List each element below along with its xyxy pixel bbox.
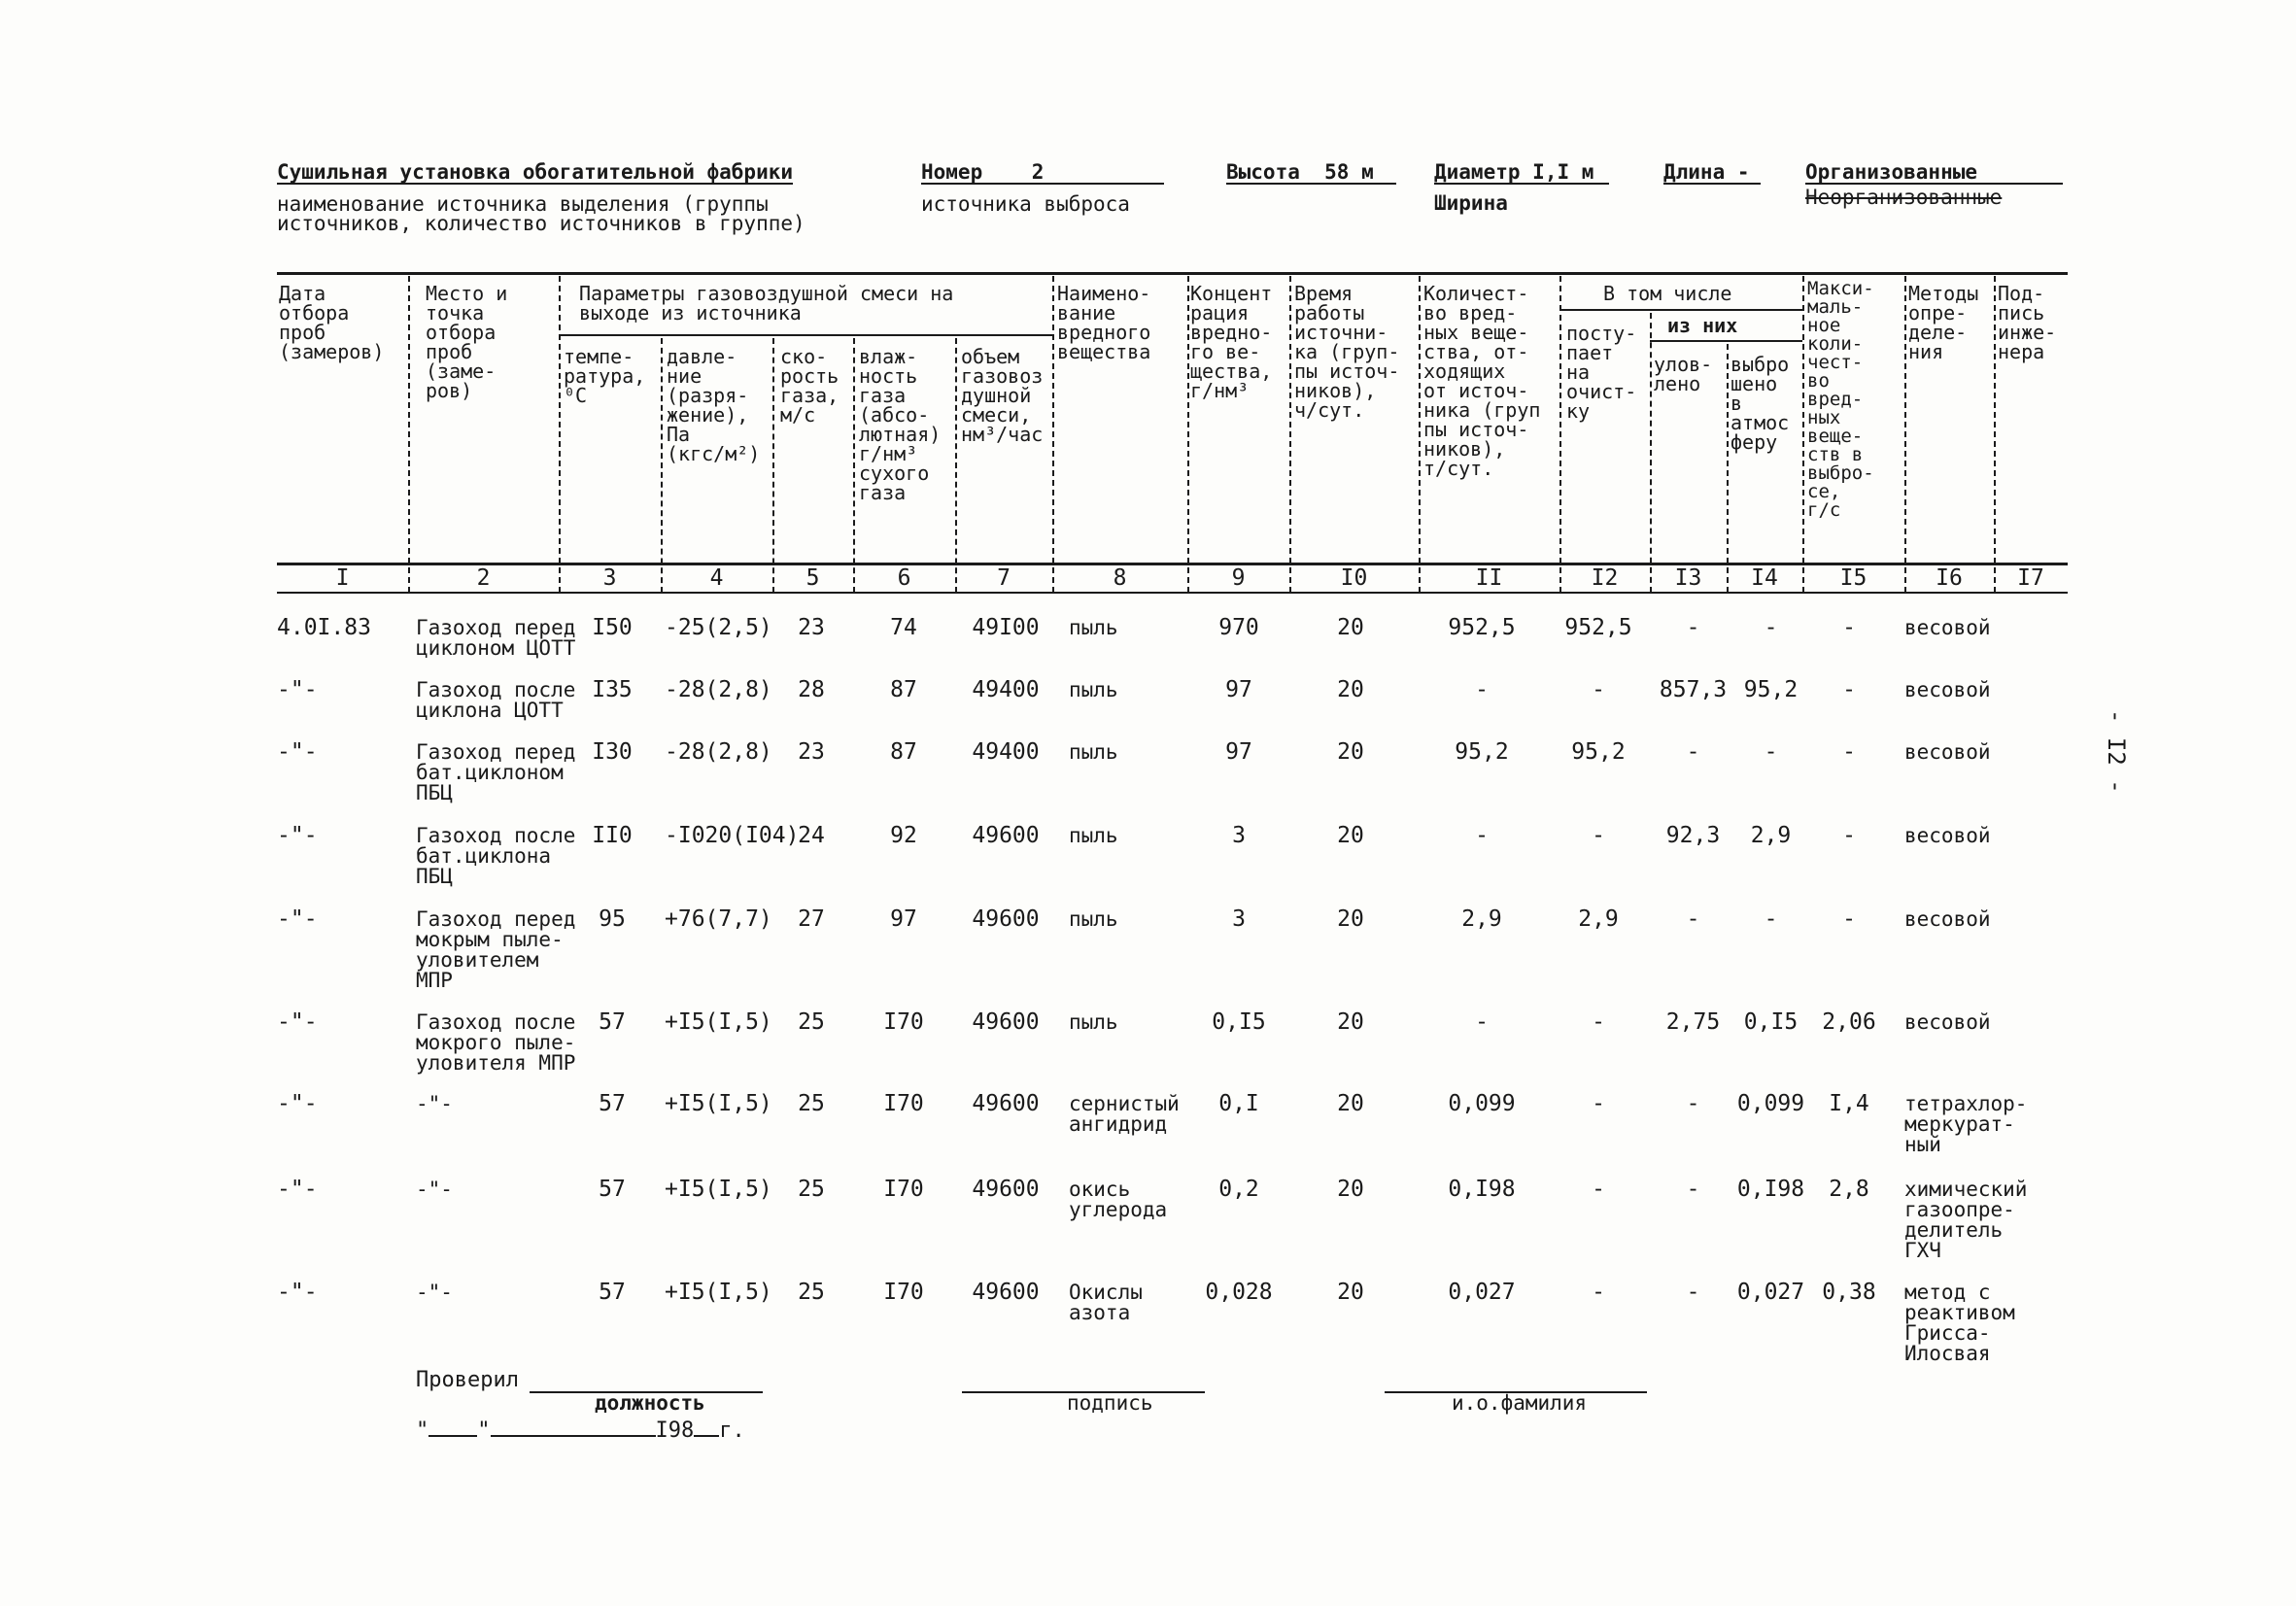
page-number: - I2 - [2103,709,2130,794]
col-number: 6 [897,565,911,591]
col-sep [955,338,957,593]
cell-caught: 2,75 [1665,1009,1721,1035]
cell-volume: 49600 [972,823,1040,848]
cell-max: - [1842,823,1856,848]
col-number: 4 [709,565,724,591]
col-number: I [335,565,350,591]
cell-substance: пыль [1069,740,1118,764]
cell-method: весовой [1904,740,1991,764]
cell-conc: 0,028 [1205,1280,1273,1305]
cell-speed: 23 [798,739,825,765]
cell-temp: 95 [599,906,626,932]
cell-amount: - [1475,1009,1489,1035]
header-humidity: влаж- ность газа (абсо- лютная) г/нм³ сухого газа [859,345,942,504]
cell-time: 20 [1337,615,1364,640]
cell-speed: 25 [798,1009,825,1035]
col-number: 5 [805,565,820,591]
cell-to-clean: - [1592,1280,1605,1305]
cell-time: 20 [1337,1009,1364,1035]
number-value: 2 [1031,160,1045,184]
source-name: Сушильная установка обогатительной фабрики [277,160,794,184]
cell-speed: 27 [798,906,825,932]
cell-caught: - [1686,739,1700,765]
cell-humidity: I70 [883,1009,924,1035]
col-number: I4 [1751,565,1778,591]
cell-amount: - [1475,823,1489,848]
width-label: Ширина [1434,191,1508,215]
header-emitted: выбро шено в атмос феру [1731,353,1790,454]
cell-place: Газоход после бат.циклона ПБЦ [416,824,576,888]
cell-caught: - [1686,615,1700,640]
cell-volume: 49600 [972,1009,1040,1035]
source-number [921,161,1164,185]
cell-date: -"- [277,1177,318,1202]
cell-volume: 49600 [972,1280,1040,1305]
cell-temp: I30 [592,739,633,765]
cell-humidity: 97 [890,906,917,932]
cell-max: 2,8 [1829,1177,1869,1202]
cell-max: - [1842,615,1856,640]
cell-speed: 25 [798,1177,825,1202]
cell-pressure: +I5(I,5) [665,1091,772,1116]
cell-emitted: 0,027 [1736,1280,1805,1305]
cell-humidity: 87 [890,739,917,765]
cell-emitted: 0,099 [1736,1091,1805,1116]
header-max-amount: Макси- маль- ное коли- чест- во вред- ных веще- ств в выбро- се, г/с [1807,278,1874,521]
col-sep [772,338,774,593]
cell-date: 4.0I.83 [277,615,371,640]
cell-amount: 0,027 [1448,1280,1516,1305]
cell-volume: 49I00 [972,615,1040,640]
height-field [1226,161,1396,185]
cell-max: - [1842,677,1856,702]
diameter-field [1434,161,1609,185]
cell-amount: 0,099 [1448,1091,1516,1116]
date-quote-open: " [416,1418,429,1443]
cell-caught: 92,3 [1665,823,1721,848]
cell-place: Газоход после мокрого пыле- уловителя МПР [416,1010,576,1075]
cell-conc: 0,I [1218,1091,1259,1116]
cell-max: 2,06 [1822,1009,1876,1035]
cell-method: тетрахлор- меркурат- ный [1904,1092,2028,1156]
cell-substance: окись углерода [1069,1178,1168,1221]
date-line [416,1420,745,1441]
cell-amount: - [1475,677,1489,702]
signature-caption: подпись [1067,1391,1153,1415]
cell-caught: - [1686,1091,1700,1116]
cell-temp: II0 [592,823,633,848]
cell-place: -"- [416,1281,453,1304]
cell-amount: 0,I98 [1448,1177,1516,1202]
header-bottom-rule [277,563,2068,565]
header-gas-params: Параметры газовоздушной смеси на выходе из источника [579,282,954,325]
cell-to-clean: - [1592,823,1605,848]
cell-method: весовой [1904,616,1991,639]
cell-temp: I50 [592,615,633,640]
cell-time: 20 [1337,1091,1364,1116]
cell-place: Газоход перед мокрым пыле- уловителем МПР [416,907,576,992]
cell-humidity: 74 [890,615,917,640]
cell-date: -"- [277,677,318,702]
unorganized-label: Неорганизованные [1805,186,2003,209]
cell-emitted: 0,I5 [1743,1009,1799,1035]
cell-volume: 49600 [972,1091,1040,1116]
header-method: Методы опре- деле- ния [1908,282,1979,363]
col-sep [1802,276,1804,593]
cell-method: весовой [1904,678,1991,701]
col-number: I5 [1839,565,1868,591]
diameter-value: I,I м [1532,160,1594,184]
date-year-suffix: г. [719,1418,745,1443]
cell-caught: - [1686,1177,1700,1202]
col-sep [1052,276,1054,593]
cell-pressure: -28(2,8) [665,739,772,765]
cell-volume: 49400 [972,739,1040,765]
cell-humidity: I70 [883,1091,924,1116]
cell-time: 20 [1337,739,1364,765]
cell-place: -"- [416,1092,453,1115]
header-place: Место и точка отбора проб (заме- ров) [426,282,508,402]
col-sep [661,338,663,593]
cell-pressure: -I020(I04) [665,823,800,848]
cell-max: - [1842,906,1856,932]
col-number: II [1475,565,1503,591]
cell-emitted: 2,9 [1750,823,1792,848]
col-sep [1727,344,1729,593]
cell-place: Газоход после циклона ЦОТТ [416,678,576,722]
number-caption: источника выброса [921,192,1130,216]
cell-pressure: +I5(I,5) [665,1009,772,1035]
cell-substance: пыль [1069,1010,1118,1034]
cell-method: весовой [1904,1010,1991,1034]
header-volume: объем газовоз душной смеси, нм³/час [961,345,1044,446]
cell-volume: 49600 [972,906,1040,932]
cell-speed: 25 [798,1091,825,1116]
cell-humidity: I70 [883,1280,924,1305]
cell-to-clean: - [1592,677,1605,702]
header-speed: ско- рость газа, м/с [780,345,840,427]
cell-amount: 2,9 [1461,906,1502,932]
cell-max: I,4 [1829,1091,1869,1116]
cell-to-clean: - [1592,1091,1605,1116]
cell-pressure: +I5(I,5) [665,1177,772,1202]
table-top-rule [277,272,2068,275]
organized-label: Организованные [1805,161,2063,185]
col-number: I6 [1936,565,1963,591]
header-substance: Наимено- вание вредного вещества [1057,282,1151,363]
cell-method: весовой [1904,824,1991,847]
cell-pressure: -25(2,5) [665,615,772,640]
diameter-label: Диаметр [1434,160,1521,184]
cell-humidity: 92 [890,823,917,848]
cell-conc: 97 [1225,677,1252,702]
height-value: 58 м [1324,160,1374,184]
cell-conc: 3 [1232,906,1246,932]
col-number: 8 [1113,565,1127,591]
numbers-bottom-rule [277,592,2068,594]
cell-speed: 23 [798,615,825,640]
cell-humidity: 87 [890,677,917,702]
cell-time: 20 [1337,1280,1364,1305]
cell-emitted: - [1764,906,1778,932]
col-sep [1559,276,1561,593]
col-number: I3 [1674,565,1702,591]
cell-amount: 952,5 [1448,615,1516,640]
col-number: I2 [1591,565,1619,591]
height-label: Высота [1226,160,1300,184]
cell-max: 0,38 [1822,1280,1876,1305]
cell-to-clean: 95,2 [1571,739,1626,765]
of-them-group-rule [1650,340,1802,342]
header-work-time: Время работы источни- ка (груп- пы источ- ников), ч/сут. [1294,282,1400,422]
col-number: I0 [1340,565,1368,591]
col-number: 3 [602,565,617,591]
cell-method: метод с реактивом Грисса- Илосвая [1904,1281,2015,1365]
cell-conc: 0,I5 [1212,1009,1266,1035]
cell-conc: 0,2 [1218,1177,1259,1202]
col-sep [559,276,561,593]
cell-date: -"- [277,1280,318,1305]
cell-to-clean: 2,9 [1578,906,1619,932]
number-label: Номер [921,160,983,184]
col-sep [1904,276,1906,593]
cell-to-clean: - [1592,1177,1605,1202]
cell-place: Газоход перед циклоном ЦОТТ [416,616,576,660]
length-value: - [1736,160,1750,184]
cell-time: 20 [1337,677,1364,702]
cell-date: -"- [277,739,318,765]
col-number: 7 [997,565,1011,591]
header-caught: улов- лено [1654,353,1713,395]
source-caption: наименование источника выделения (группы источников, количество источников в группе) [277,192,805,235]
col-number: 2 [476,565,491,591]
cell-temp: 57 [599,1009,626,1035]
header-to-cleaning: посту- пает на очист- ку [1566,322,1637,423]
header-concentration: Концент рация вредно- го ве- щества, г/нм³ [1190,282,1273,402]
cell-time: 20 [1337,823,1364,848]
length-label: Длина [1663,160,1726,184]
cell-conc: 97 [1225,739,1252,765]
cell-speed: 24 [798,823,825,848]
cell-speed: 25 [798,1280,825,1305]
cell-humidity: I70 [883,1177,924,1202]
header-date: Дата отбора проб (замеров) [279,282,385,363]
header-including: В том числе [1603,282,1732,305]
cell-temp: 57 [599,1280,626,1305]
header-temperature: темпе- ратура, ⁰С [564,345,646,407]
including-group-rule [1559,309,1802,311]
cell-emitted: - [1764,615,1778,640]
col-sep [1650,313,1652,593]
length-field [1663,161,1761,185]
cell-speed: 28 [798,677,825,702]
cell-caught: - [1686,906,1700,932]
cell-time: 20 [1337,1177,1364,1202]
cell-to-clean: 952,5 [1564,615,1632,640]
cell-volume: 49400 [972,677,1040,702]
cell-date: -"- [277,1091,318,1116]
cell-max: - [1842,739,1856,765]
cell-date: -"- [277,823,318,848]
date-quote-close: " [477,1418,491,1443]
cell-amount: 95,2 [1455,739,1509,765]
cell-pressure: -28(2,8) [665,677,772,702]
cell-emitted: 0,I98 [1736,1177,1805,1202]
cell-emitted: 95,2 [1743,677,1799,702]
col-number: 9 [1231,565,1246,591]
cell-method: химический газоопре- делитель ГХЧ [1904,1178,2028,1262]
cell-caught: 857,3 [1659,677,1728,702]
cell-caught: - [1686,1280,1700,1305]
col-sep [1187,276,1189,593]
header-amount: Количест- во вред- ных веще- ства, от- ходящих от источ- ника (груп пы источ- ников), т/сут. [1423,282,1541,480]
col-number: I7 [2017,565,2044,591]
cell-temp: 57 [599,1177,626,1202]
cell-method: весовой [1904,907,1991,931]
cell-substance: пыль [1069,907,1118,931]
cell-substance: пыль [1069,824,1118,847]
cell-to-clean: - [1592,1009,1605,1035]
cell-substance: Окислы азота [1069,1281,1143,1324]
position-caption: должность [595,1391,705,1415]
cell-date: -"- [277,906,318,932]
cell-temp: I35 [592,677,633,702]
header-signature: Под- пись инже- нера [1998,282,2057,363]
col-sep [1994,276,1996,593]
cell-place: Газоход перед бат.циклоном ПБЦ [416,740,576,804]
cell-place: -"- [416,1178,453,1201]
date-year: I98 [655,1418,695,1443]
cell-time: 20 [1337,906,1364,932]
cell-pressure: +76(7,7) [665,906,772,932]
checked-label: Проверил [416,1368,519,1392]
cell-date: -"- [277,1009,318,1035]
header-pressure: давле- ние (разря- жение), Па (кгс/м²) [667,345,761,465]
col-sep [1289,276,1291,593]
col-sep [408,276,410,593]
params-group-rule [559,334,1052,336]
cell-substance: пыль [1069,678,1118,701]
cell-temp: 57 [599,1091,626,1116]
name-caption: и.о.фамилия [1452,1391,1588,1415]
cell-conc: 970 [1218,615,1259,640]
header-of-them: из них [1667,314,1738,337]
col-sep [1419,276,1421,593]
col-sep [853,338,855,593]
cell-substance: пыль [1069,616,1118,639]
cell-substance: сернистый ангидрид [1069,1092,1180,1136]
cell-volume: 49600 [972,1177,1040,1202]
cell-emitted: - [1764,739,1778,765]
cell-conc: 3 [1232,823,1246,848]
cell-pressure: +I5(I,5) [665,1280,772,1305]
